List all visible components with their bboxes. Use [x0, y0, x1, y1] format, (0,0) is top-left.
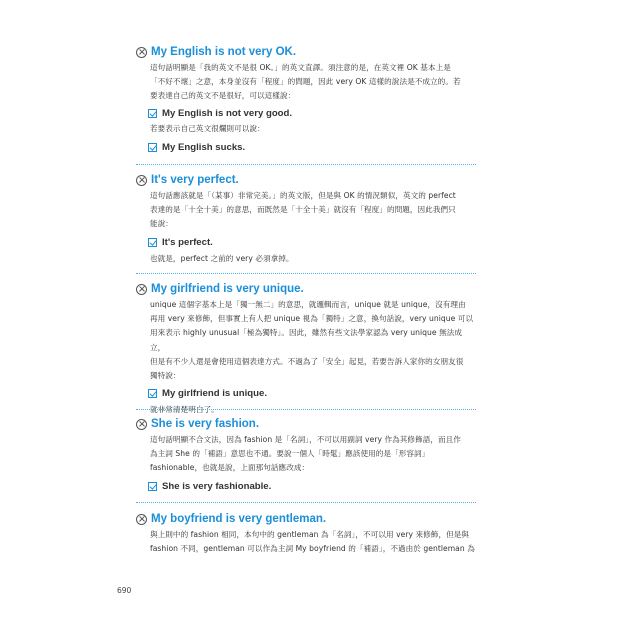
incorrect-sentence: My girlfriend is very unique.: [136, 281, 476, 297]
dotted-divider: [136, 409, 476, 410]
explanation-line: 與上則中的 fashion 相同，本句中的 gentleman 為「名詞」，不可以用 very 來修飾，但是與 fashion 不同，gentleman 可以作為主詞 My boyfriend 的「補語」，不過由於 gentleman 為: [150, 530, 475, 554]
explanation-line: 這句話明顯是「我的英文不是很 OK。」的英文直譯。須注意的是，在英文裡 OK 基本上是 「不好不壞」之意，本身並沒有「程度」的問題，因此 very OK 這樣的說法是不成立的。若 要表達自己的英文不是很好，可以這樣說：: [150, 63, 461, 101]
entry-very-perfect: [136, 172, 476, 266]
incorrect-x-icon: [136, 175, 147, 186]
entry-not-very-ok: [136, 44, 476, 156]
explanation-line: 就非常清楚明白了。: [150, 405, 219, 415]
explanation-line: 也就是，perfect 之前的 very 必須拿掉。: [150, 253, 294, 263]
checkbox-check-icon: [148, 143, 157, 152]
explanation-line: unique 這個字基本上是「獨一無二」的意思，就邏輯而言，unique 就是 unique，沒有理由 再用 very 來修飾，但事實上有人把 unique 視為「獨特」之意，換句話說，very unique 可以 用來表示 highly unusual「極為獨特」。因此，雖然有些文法學家認為 very unique 無法成立， 但是有不少人還是會使用這個表達方式。不過為了「安全」起見，若要告訴人家你的女朋友很 獨特說：: [150, 300, 474, 381]
incorrect-x-icon: [136, 284, 147, 295]
entry-very-fashion: [136, 416, 476, 495]
dotted-divider: [136, 164, 476, 165]
dotted-divider: [136, 273, 476, 274]
correct-sentence: It's perfect.: [136, 234, 476, 251]
incorrect-x-icon: [136, 47, 147, 58]
explanation-line: 這句話明顯不合文法，因為 fashion 是「名詞」，不可以用副詞 very 作為其修飾語，而且作 為主詞 She 的「補語」意思也不通。要說一個人「時髦」應該使用的是「形容詞」 fashionable，也就是說，上面那句話應改成：: [150, 435, 461, 473]
correct-sentence: My English sucks.: [136, 139, 476, 156]
checkbox-check-icon: [148, 238, 157, 247]
correct-sentence: She is very fashionable.: [136, 478, 476, 495]
entry-very-gentleman: [136, 511, 476, 556]
correct-sentence: My English is not very good.: [136, 105, 476, 122]
dotted-divider: [136, 502, 476, 503]
explanation-line: 若要表示自己英文很爛則可以說：: [150, 123, 265, 133]
incorrect-sentence: She is very fashion.: [136, 416, 476, 432]
entry-very-unique: [136, 281, 476, 417]
checkbox-check-icon: [148, 389, 157, 398]
explanation-line: 這句話應該就是「（某事）非常完美。」的英文版，但是與 OK 的情況類似，英文的 perfect 表達的是「十全十美」的意思，而既然是「十全十美」就沒有「程度」的問題，因此我們只 能說：: [150, 191, 456, 229]
incorrect-x-icon: [136, 514, 147, 525]
incorrect-sentence: My English is not very OK.: [136, 44, 476, 60]
page-number: 690: [117, 586, 132, 595]
incorrect-sentence: It's very perfect.: [136, 172, 476, 188]
incorrect-sentence: My boyfriend is very gentleman.: [136, 511, 476, 527]
checkbox-check-icon: [148, 109, 157, 118]
checkbox-check-icon: [148, 482, 157, 491]
incorrect-x-icon: [136, 419, 147, 430]
correct-sentence: My girlfriend is unique.: [136, 385, 476, 402]
